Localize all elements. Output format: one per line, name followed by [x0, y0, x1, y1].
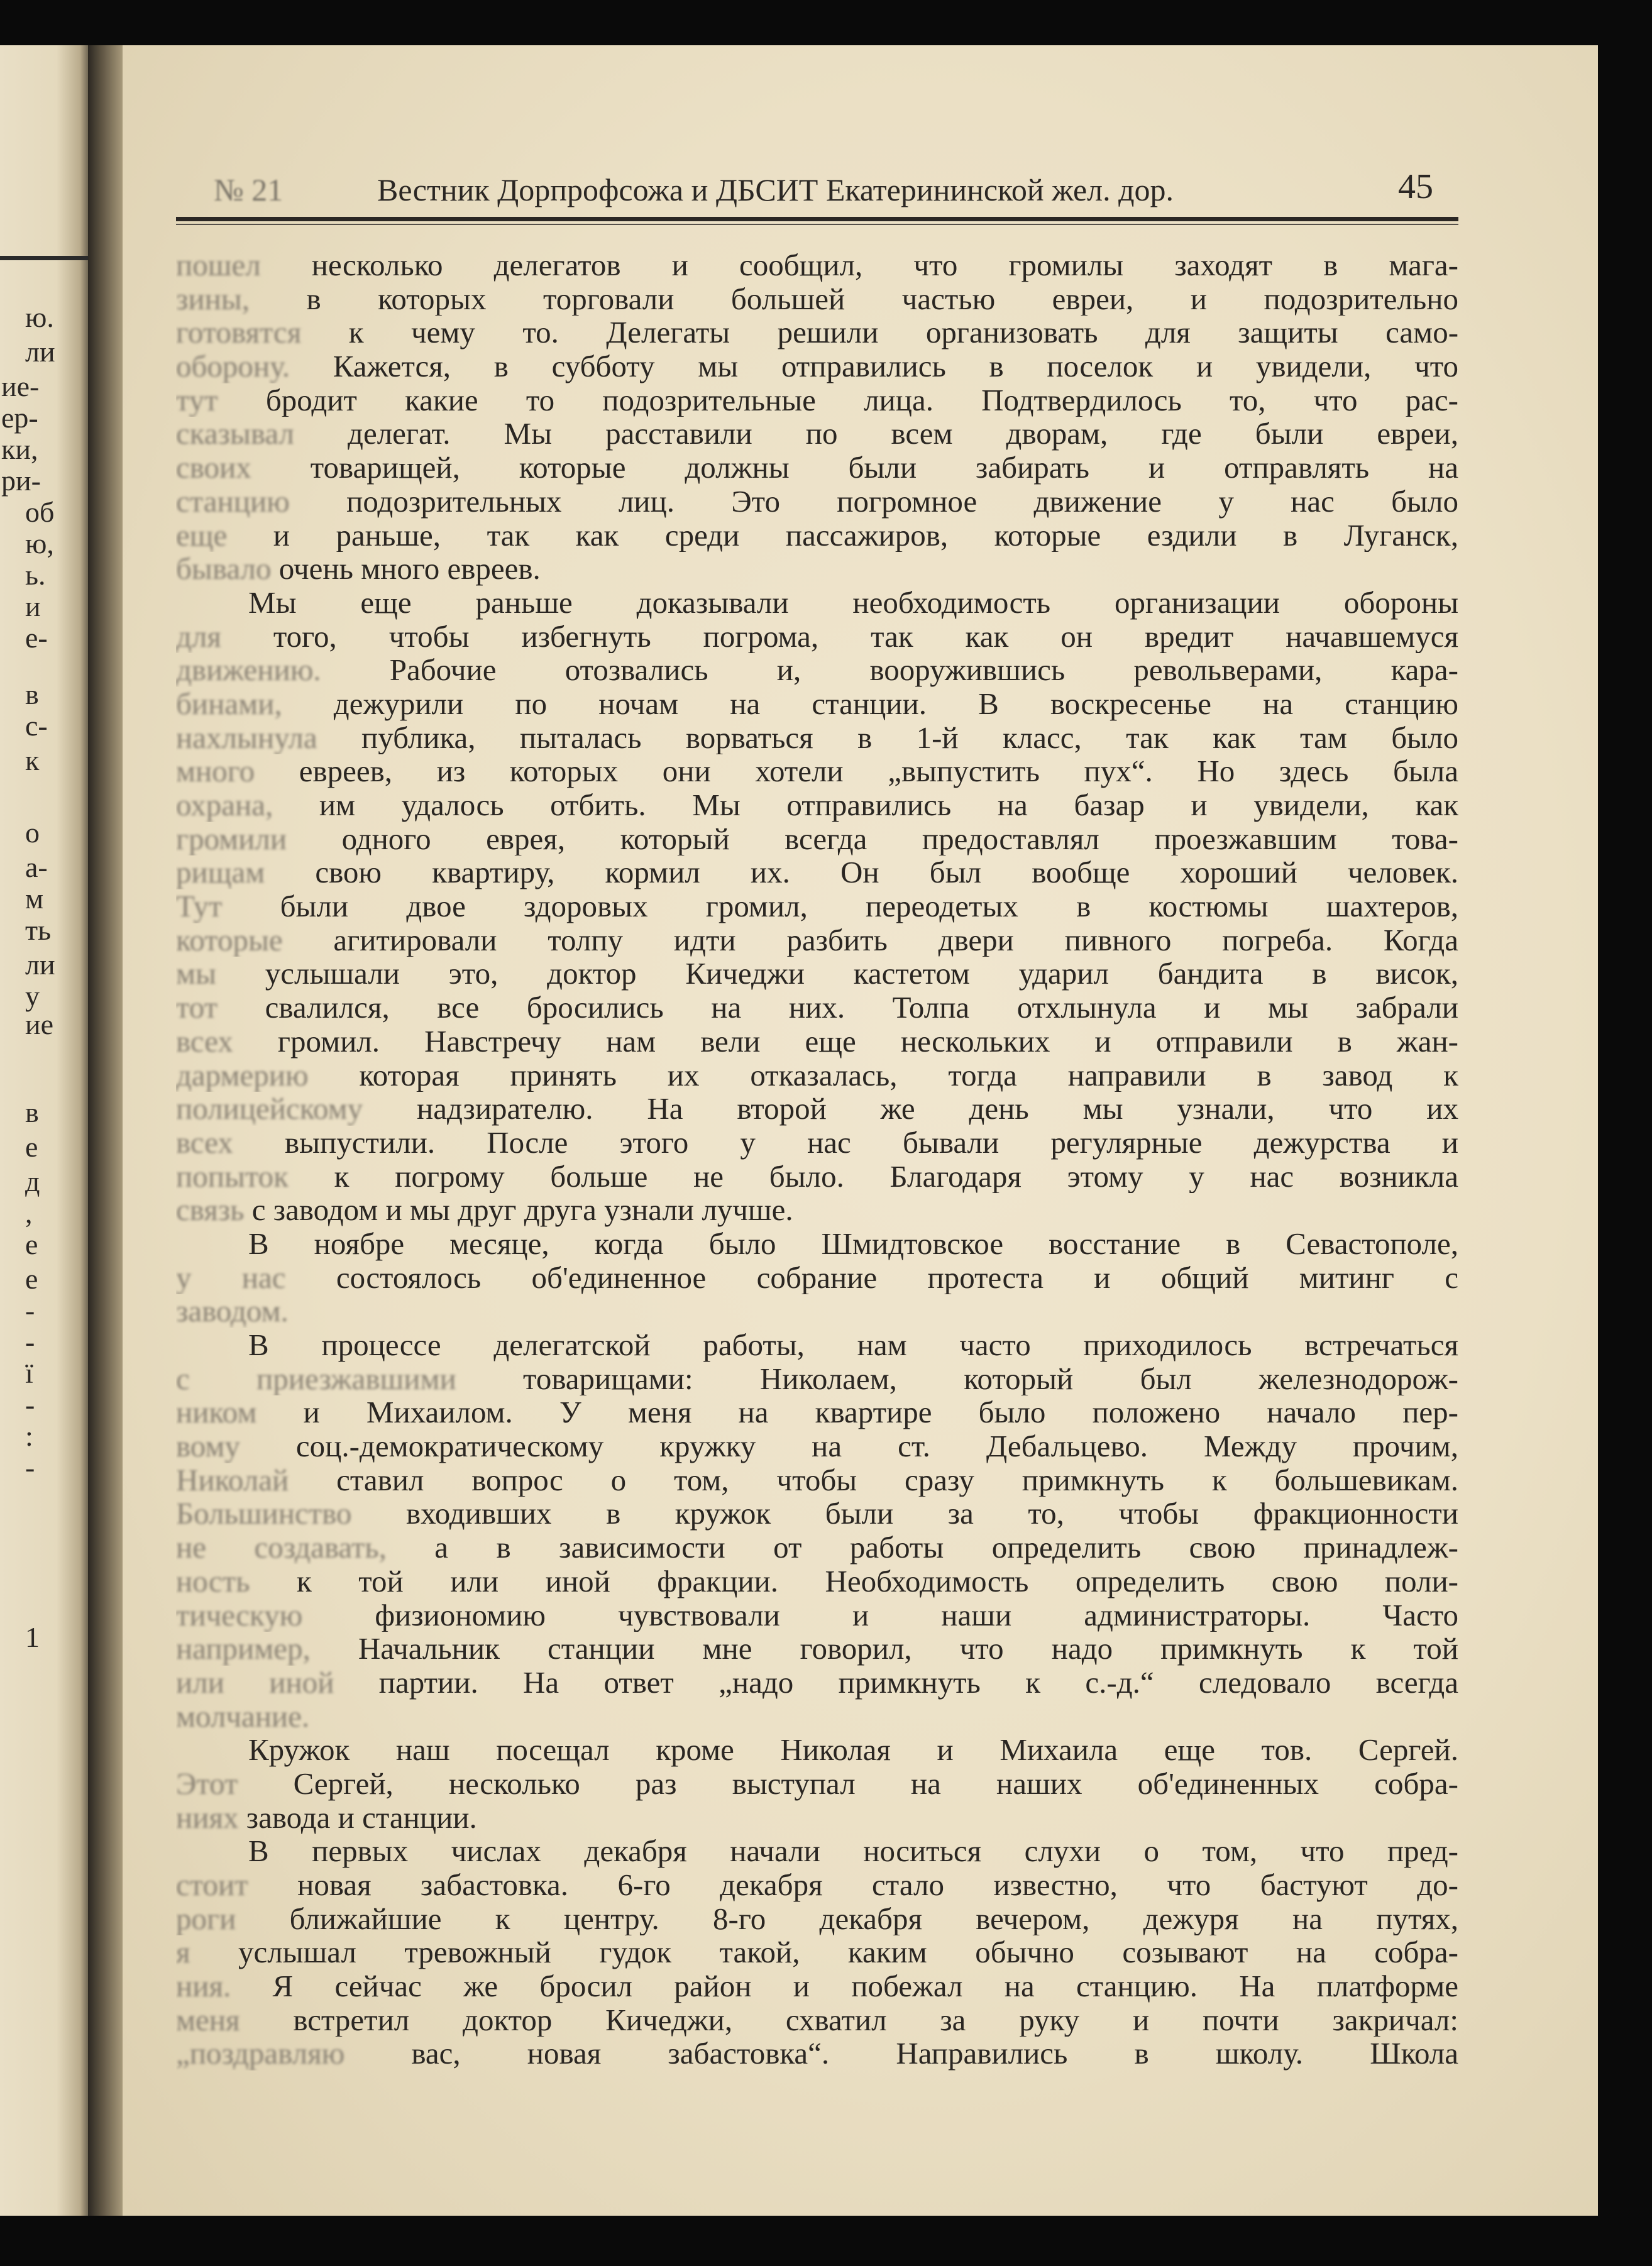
text-line [176, 1160, 1458, 1194]
issue-number: № 21 [214, 172, 284, 207]
margin-fragment: об [25, 496, 55, 528]
page-number: 45 [1398, 167, 1433, 206]
line-text: свою квартиру, кормил их. Он был вообще хороший человек. [315, 855, 1458, 890]
text-line [176, 1767, 1458, 1801]
line-text: Сергей, несколько раз выступал на наших об'единенных собра- [293, 1766, 1458, 1801]
blurred-word: ность [176, 1564, 297, 1598]
text-line [176, 417, 1458, 451]
margin-fragment: ю. [25, 301, 54, 333]
text-line [176, 2003, 1458, 2037]
margin-fragment: - [25, 1389, 35, 1421]
text-line [176, 519, 1458, 553]
text-line [176, 316, 1458, 349]
text-line [176, 1700, 1458, 1734]
margin-fragment: о [25, 817, 40, 849]
text-line [176, 1935, 1458, 1969]
line-text: выпустили. После этого у нас бывали регулярные дежурства и [285, 1125, 1458, 1160]
blurred-word: тот [176, 991, 265, 1025]
line-text: состоялось об'единенное собрание протеста и общий митинг с [336, 1260, 1458, 1295]
margin-fragment: е [25, 1263, 38, 1295]
line-text: соц.-демократическому кружку на ст. Дебальцево. Между прочим, [295, 1429, 1458, 1463]
line-text: Я сейчас же бросил район и побежал на станцию. На платформе [272, 1969, 1458, 2003]
margin-fragment: и [25, 590, 41, 622]
text-line [176, 1059, 1458, 1092]
blurred-word: пошел [176, 248, 312, 282]
margin-fragment: ер- [1, 402, 38, 434]
blurred-word: своих [176, 451, 311, 485]
margin-fragment: - [25, 1294, 35, 1326]
blurred-word: Николай [176, 1463, 337, 1497]
margin-fragment: ри- [1, 465, 41, 497]
line-text: Кружок наш посещал кроме Николая и Михаила еще тов. Сергей. [248, 1733, 1458, 1767]
text-line [176, 855, 1458, 889]
line-text: и Михаилом. У меня на квартире было положено начало пер- [303, 1395, 1458, 1430]
line-text: ближайшие к центру. 8-го декабря вечером, дежуря на путях, [289, 1901, 1458, 1936]
blurred-word: не создавать, [176, 1531, 435, 1565]
text-line [176, 1328, 1458, 1362]
blurred-word: молчание. [176, 1699, 310, 1734]
blurred-word: охрана, [176, 788, 319, 822]
blurred-word: оборону. [176, 349, 333, 383]
book-spine [88, 45, 123, 2216]
blurred-word: Этот [176, 1766, 294, 1801]
line-text: и раньше, так как среди пассажиров, которые ездили в Луганск, [273, 518, 1458, 553]
blurred-word: сказывал [176, 417, 348, 451]
line-text: надзирателю. На второй же день мы узнали, что их [416, 1092, 1458, 1126]
blurred-word: всех [176, 1125, 285, 1160]
text-line [176, 1834, 1458, 1868]
blurred-word: я [176, 1935, 238, 1970]
line-text: несколько делегатов и сообщил, что громилы заходят в мага- [311, 248, 1458, 282]
line-text: В первых числах декабря начали носиться слухи о том, что пред- [248, 1834, 1458, 1868]
blurred-word: вому [176, 1429, 296, 1463]
text-line [176, 451, 1458, 485]
blurred-word: ником [176, 1395, 304, 1430]
blurred-word: бывало [176, 552, 279, 586]
text-line [176, 485, 1458, 519]
margin-fragment: в [25, 678, 39, 710]
running-header [214, 167, 1433, 211]
blurred-word: движению. [176, 653, 390, 687]
text-line [176, 1565, 1458, 1598]
text-line [176, 383, 1458, 417]
line-text: им удалось отбить. Мы отправились на базар и увидели, как [319, 788, 1458, 822]
line-text: агитировали толпу идти разбить двери пивного погреба. Когда [333, 923, 1458, 957]
line-text: бродит какие то подозрительные лица. Подтвердилось то, что рас- [265, 383, 1458, 417]
line-text: к чему то. Делегаты решили организовать для защиты само- [348, 316, 1458, 350]
text-line [176, 721, 1458, 755]
text-line [176, 788, 1458, 822]
blurred-word: еще [176, 518, 273, 553]
scan-bottom-border [0, 2216, 1652, 2266]
margin-fragment: е [25, 1131, 38, 1163]
text-line [176, 1193, 1458, 1227]
text-line [176, 957, 1458, 991]
blurred-word: связь [176, 1193, 252, 1227]
blurred-word: готовятся [176, 316, 349, 350]
blurred-word: всех [176, 1024, 278, 1059]
margin-fragment: - [25, 1451, 35, 1483]
text-line [176, 620, 1458, 654]
text-line [176, 687, 1458, 721]
text-line [176, 1632, 1458, 1666]
blurred-word: меня [176, 2003, 294, 2037]
blurred-word: с приезжавшими [176, 1361, 524, 1396]
line-text: ставил вопрос о том, чтобы сразу примкнуть к большевикам. [336, 1463, 1458, 1497]
text-line [176, 991, 1458, 1025]
text-line [176, 1463, 1458, 1497]
margin-fragment: - [25, 1326, 35, 1358]
blurred-word: громили [176, 822, 342, 856]
text-line [176, 1598, 1458, 1632]
scan-right-border [1598, 0, 1652, 2266]
line-text: свалился, все бросились на них. Толпа отхлынула и мы забрали [265, 991, 1458, 1025]
scan-top-border [0, 0, 1652, 45]
margin-fragment: ли [25, 949, 55, 981]
line-text: вас, новая забастовка“. Направились в школу. Школа [411, 2037, 1458, 2071]
text-line [176, 754, 1458, 788]
blurred-word: для [176, 619, 273, 654]
blurred-word: стоит [176, 1868, 298, 1902]
text-line [176, 1362, 1458, 1396]
blurred-word: которые [176, 923, 334, 957]
line-text: встретил доктор Кичеджи, схватил за руку и почти закричал: [293, 2003, 1458, 2037]
margin-fragment: д [25, 1165, 40, 1197]
text-line [176, 1801, 1458, 1835]
header-rule [176, 217, 1458, 221]
blurred-word: тическую [176, 1598, 375, 1632]
text-line [176, 552, 1458, 586]
line-text: к погрому больше не было. Благодаря этому у нас возникла [334, 1159, 1458, 1194]
line-text: физиономию чувствовали и наши администраторы. Часто [375, 1598, 1458, 1632]
journal-title: Вестник Дорпрофсожа и ДБСИТ Екатерининской жел. дор. [377, 172, 1174, 207]
blurred-word: тут [176, 383, 266, 417]
margin-fragment: с- [25, 710, 48, 742]
line-text: евреев, из которых они хотели „выпустить пух“. Но здесь была [299, 754, 1458, 788]
text-line [176, 2037, 1458, 2071]
previous-page-edge [0, 45, 94, 2216]
blurred-word: бинами, [176, 686, 334, 721]
line-text: услышал тревожный гудок такой, каким обычно созывают на собра- [238, 1935, 1458, 1970]
margin-fragment: 1 [25, 1621, 40, 1653]
margin-fragment: ь. [25, 559, 46, 591]
blurred-word: заводом. [176, 1294, 289, 1328]
blurred-word: рищам [176, 855, 316, 890]
margin-fragment: ие [25, 1008, 54, 1040]
blurred-word: ния. [176, 1969, 273, 2003]
line-text: Рабочие отозвались и, вооружившись револьверами, кара- [389, 653, 1458, 687]
text-line [176, 1868, 1458, 1902]
text-line [176, 1395, 1458, 1429]
line-text: в которых торговали большей частью евреи, и подозрительно [306, 282, 1458, 316]
blurred-word: нахлынула [176, 720, 361, 755]
line-text: к той или иной фракции. Необходимость определить свою поли- [296, 1564, 1458, 1598]
previous-page-rule [0, 256, 88, 260]
text-line [176, 1497, 1458, 1531]
blurred-word: станцию [176, 484, 347, 519]
margin-fragment: м [25, 883, 44, 915]
header-rule-thin [176, 224, 1458, 225]
body-text [176, 248, 1458, 2071]
line-text: Кажется, в субботу мы отправились в поселок и увидели, что [333, 349, 1458, 383]
line-text: новая забастовка. 6-го декабря стало известно, что бастуют до- [297, 1868, 1458, 1902]
blurred-word: Большинство [176, 1497, 406, 1531]
blurred-word: дармерию [176, 1058, 360, 1092]
text-line [176, 1666, 1458, 1700]
margin-fragment: ю, [25, 527, 54, 559]
margin-fragment: : [25, 1420, 33, 1452]
blurred-word: много [176, 754, 299, 788]
line-text: делегат. Мы расставили по всем дворам, где были евреи, [348, 417, 1458, 451]
margin-fragment: а- [25, 851, 48, 883]
blurred-word: или иной [176, 1665, 379, 1700]
text-line [176, 1092, 1458, 1126]
line-text: с заводом и мы друг друга узнали лучше. [251, 1193, 793, 1227]
text-line [176, 653, 1458, 687]
line-text: которая принять их отказалась, тогда направили в завод к [359, 1058, 1458, 1092]
line-text: партии. На ответ „надо примкнуть к с.-д.“ следовало всегда [378, 1665, 1458, 1700]
blurred-word: мы [176, 957, 265, 991]
margin-fragment: у [25, 980, 40, 1012]
line-text: Мы еще раньше доказывали необходимость организации обороны [248, 585, 1458, 620]
margin-fragment: ли [25, 336, 55, 368]
line-text: входивших в кружок были за то, чтобы фракционности [405, 1497, 1458, 1531]
margin-fragment: ть [25, 914, 52, 946]
line-text: были двое здоровых громил, переодетых в костюмы шахтеров, [280, 889, 1458, 923]
text-line [176, 822, 1458, 856]
line-text: громил. Навстречу нам вели еще нескольких и отправили в жан- [277, 1024, 1458, 1059]
blurred-word: Тут [176, 889, 280, 923]
text-line [176, 586, 1458, 620]
blurred-word: например, [176, 1632, 358, 1666]
line-text: товарищами: Николаем, который был железнодорож- [523, 1361, 1458, 1396]
margin-fragment: ие- [1, 370, 40, 402]
line-text: услышали это, доктор Кичеджи кастетом ударил бандита в висок, [265, 957, 1458, 991]
margin-fragment: ки, [1, 433, 38, 465]
text-line [176, 1969, 1458, 2003]
line-text: завода и станции. [246, 1800, 477, 1835]
margin-fragment: е- [25, 622, 48, 654]
text-line [176, 1531, 1458, 1565]
text-line [176, 349, 1458, 383]
text-line [176, 282, 1458, 316]
text-line [176, 1733, 1458, 1767]
line-text: товарищей, которые должны были забирать и отправлять на [310, 451, 1458, 485]
text-line [176, 1294, 1458, 1328]
margin-fragment: ї [25, 1357, 33, 1389]
text-line [176, 1261, 1458, 1295]
margin-fragment: к [25, 744, 40, 776]
blurred-word: попыток [176, 1159, 334, 1194]
text-line [176, 1429, 1458, 1463]
text-line [176, 1126, 1458, 1160]
line-text: того, чтобы избегнуть погрома, так как он вредит начавшемуся [273, 619, 1458, 654]
line-text: В ноябре месяце, когда было Шмидтовское восстание в Севастополе, [248, 1226, 1458, 1261]
text-line [176, 923, 1458, 957]
text-line [176, 889, 1458, 923]
line-text: Начальник станции мне говорил, что надо примкнуть к той [358, 1632, 1458, 1666]
blurred-word: у нас [176, 1260, 336, 1295]
text-line [176, 248, 1458, 282]
blurred-word: „поздравляю [176, 2037, 412, 2071]
text-line [176, 1025, 1458, 1059]
blurred-word: роги [176, 1901, 290, 1936]
blurred-word: ниях [176, 1800, 246, 1835]
line-text: В процессе делегатской работы, нам часто приходилось встречаться [248, 1328, 1458, 1362]
line-text: одного еврея, который всегда предоставлял проезжавшим това- [341, 822, 1458, 856]
blurred-word: полицейскому [176, 1092, 417, 1126]
line-text: публика, пыталась ворваться в 1-й класс, так как там было [361, 720, 1458, 755]
margin-fragment: е [25, 1228, 38, 1260]
text-line [176, 1902, 1458, 1936]
margin-fragment: в [25, 1096, 39, 1128]
line-text: очень много евреев. [278, 552, 541, 586]
line-text: подозрительных лиц. Это погромное движение у нас было [346, 484, 1458, 519]
margin-fragment: , [25, 1197, 33, 1229]
line-text: а в зависимости от работы определить свою принадлеж- [434, 1531, 1458, 1565]
line-text: дежурили по ночам на станции. В воскресенье на станцию [333, 686, 1458, 721]
blurred-word: зины, [176, 282, 307, 316]
text-line [176, 1227, 1458, 1261]
